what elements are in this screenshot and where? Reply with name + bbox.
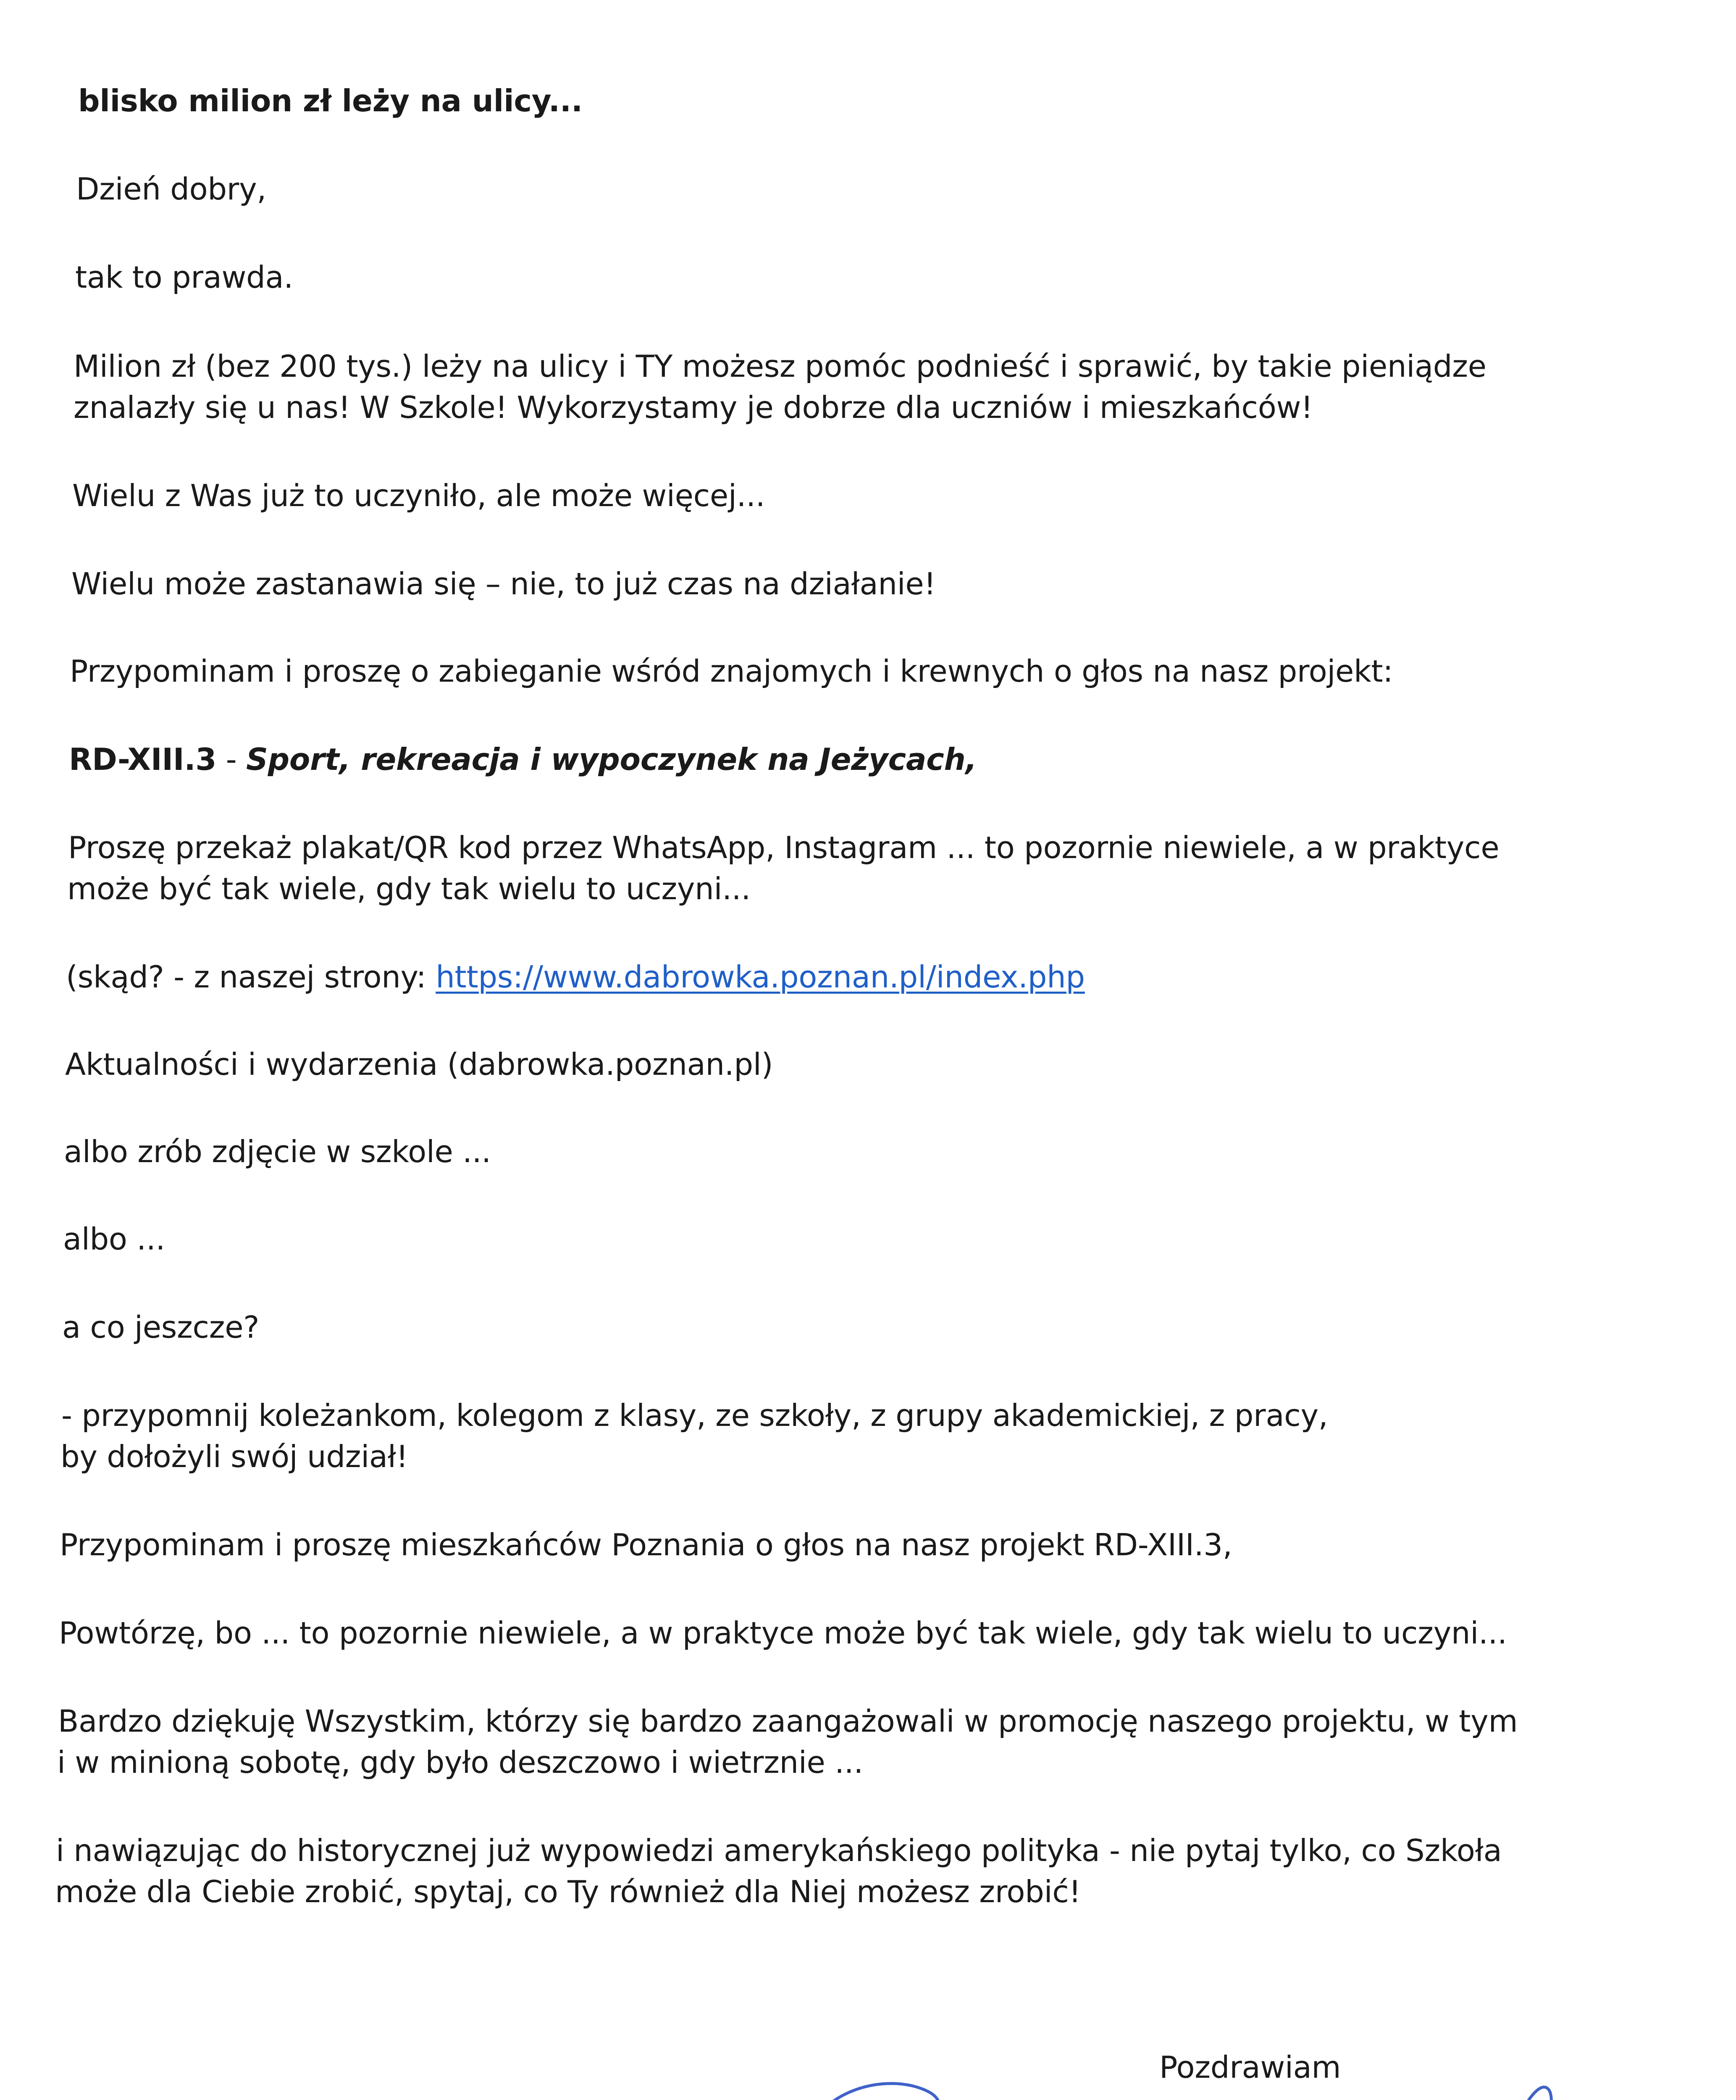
project-comma: , bbox=[965, 742, 977, 777]
source-line bbox=[66, 956, 1085, 998]
what-else-line: a co jeszcze? bbox=[62, 1310, 260, 1345]
quote-line-2: może dla Ciebie zrobić, spytaj, co Ty również dla Niej możesz zrobić! bbox=[55, 1874, 1081, 1909]
remind-line-2: by dołożyli swój udział! bbox=[60, 1439, 408, 1474]
remind-line-1: - przypomnij koleżankom, kolegom z klasy, ze szkoły, z grupy akademickiej, z pracy, bbox=[61, 1398, 1328, 1433]
paragraph-3: Wielu z Was już to uczyniło, ale może więcej... bbox=[72, 478, 765, 513]
thanks-line-1: Bardzo dziękuję Wszystkim, którzy się bardzo zaangażowali w promocję naszego projektu, w tym bbox=[58, 1704, 1518, 1739]
news-line: Aktualności i wydarzenia (dabrowka.poznan.pl) bbox=[65, 1047, 773, 1082]
website-link[interactable]: https://www.dabrowka.poznan.pl/index.php bbox=[436, 959, 1085, 995]
signature-stroke-first-initial bbox=[806, 2084, 940, 2100]
paragraph-8: Powtórzę, bo ... to pozornie niewiele, a w praktyce może być tak wiele, gdy tak wielu to uczyni... bbox=[59, 1615, 1507, 1651]
letter-subject: blisko milion zł leży na ulicy... bbox=[78, 83, 583, 118]
paragraph-2-line-2: znalazły się u nas! W Szkole! Wykorzystamy je dobrze dla uczniów i mieszkańców! bbox=[74, 390, 1313, 425]
signature-stroke-surname bbox=[1235, 2087, 1626, 2100]
paragraph-5: Przypominam i proszę o zabieganie wśród znajomych i krewnych o głos na nasz projekt: bbox=[70, 654, 1393, 689]
greeting: Dzień dobry, bbox=[76, 171, 267, 207]
albo-line: albo ... bbox=[63, 1221, 165, 1257]
project-name: Sport, rekreacja i wypoczynek na Jeżycach bbox=[246, 742, 966, 777]
paragraph-2-line-1: Milion zł (bez 200 tys.) leży na ulicy i TY możesz pomóc podnieść i sprawić, by takie pieniądze bbox=[74, 349, 1486, 384]
source-prefix: (skąd? - z naszej strony: bbox=[66, 959, 436, 995]
photo-line: albo zrób zdjęcie w szkole ... bbox=[64, 1134, 491, 1169]
paragraph-6-line-1: Proszę przekaż plakat/QR kod przez WhatsApp, Instagram ... to pozornie niewiele, a w praktyce bbox=[68, 830, 1500, 865]
closing: Pozdrawiam bbox=[1159, 2050, 1341, 2085]
paragraph-7: Przypominam i proszę mieszkańców Poznania o głos na nasz projekt RD-XIII.3, bbox=[60, 1527, 1232, 1562]
project-code: RD-XIII.3 bbox=[69, 742, 217, 777]
project-line bbox=[69, 738, 977, 780]
paragraph-6-line-2: może być tak wiele, gdy tak wielu to uczyni... bbox=[67, 871, 751, 906]
project-separator: - bbox=[216, 742, 247, 777]
paragraph-4: Wielu może zastanawia się – nie, to już czas na działanie! bbox=[71, 566, 936, 601]
handwritten-signature bbox=[790, 2045, 1638, 2100]
quote-line-1: i nawiązując do historycznej już wypowiedzi amerykańskiego polityka - nie pytaj tylko, co Szkoła bbox=[56, 1833, 1502, 1868]
thanks-line-2: i w minioną sobotę, gdy było deszczowo i wietrznie ... bbox=[57, 1745, 863, 1780]
paragraph-1: tak to prawda. bbox=[75, 260, 293, 295]
